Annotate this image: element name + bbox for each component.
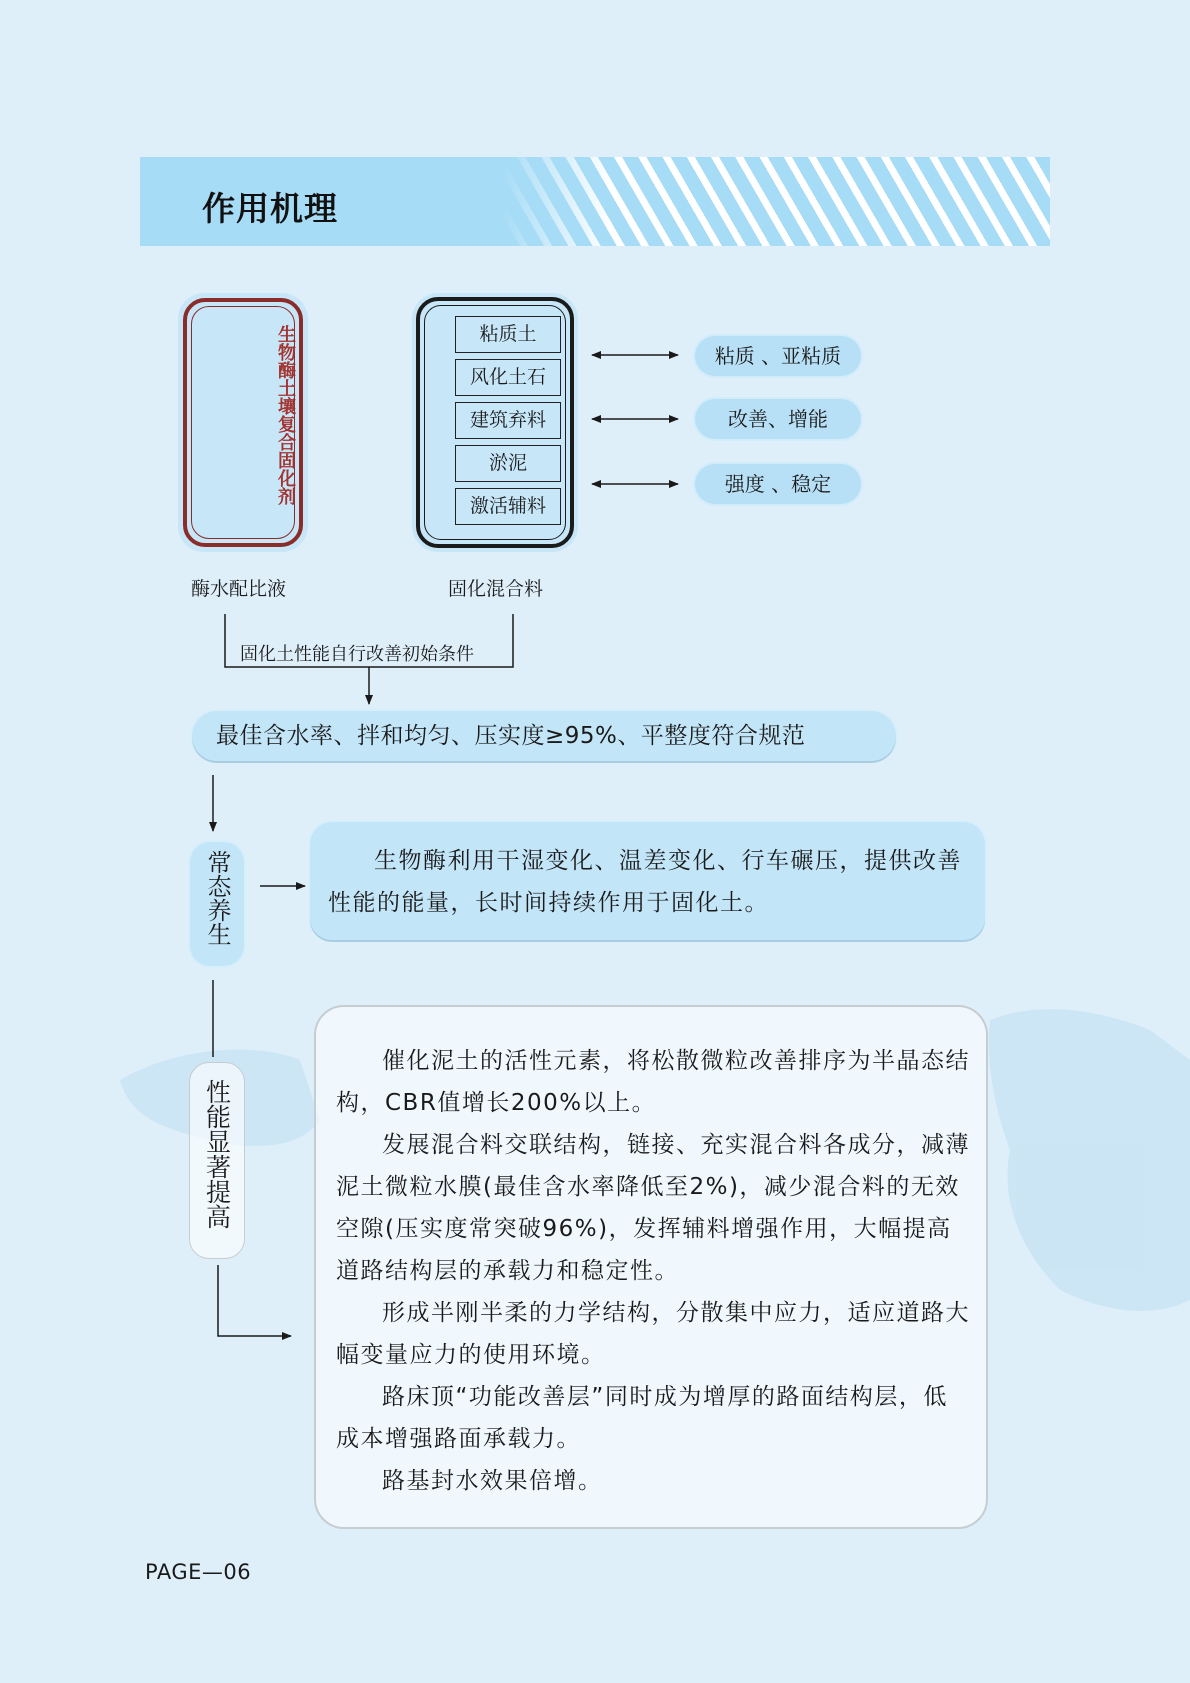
material-item: 建筑弃料 bbox=[455, 402, 561, 439]
performance-stage-label: 性能显著提高 bbox=[202, 1079, 232, 1229]
enzyme-solution-caption: 酶水配比液 bbox=[191, 578, 287, 600]
curing-stage-label: 常态养生 bbox=[203, 850, 231, 946]
conditions-text: 最佳含水率、拌和均匀、压实度≥95%、平整度符合规范 bbox=[216, 723, 806, 749]
curing-description-box bbox=[310, 822, 985, 940]
property-pill: 强度 、稳定 bbox=[695, 464, 861, 504]
performance-description-box bbox=[314, 1005, 988, 1529]
conditions-bar bbox=[192, 711, 896, 761]
curing-description: 生物酶利用干湿变化、温差变化、行车碾压，提供改善性能的能量，长时间持续作用于固化土。 bbox=[328, 848, 962, 916]
material-item: 粘质土 bbox=[455, 316, 561, 353]
performance-paragraph: 发展混合料交联结构，链接、充实混合料各成分，减薄泥土微粒水膜(最佳含水率降低至2%)，减少混合料的无效空隙(压实度常突破96%)，发挥辅料增强作用，大幅提高道路结构层的承载力和稳定性。 bbox=[336, 1132, 970, 1284]
mixture-caption: 固化混合料 bbox=[448, 578, 544, 600]
merge-label: 固化土性能自行改善初始条件 bbox=[240, 644, 474, 665]
enzyme-agent-label: 生物酶土壤复合固化剂 bbox=[275, 325, 296, 505]
arrow-to-performance-box bbox=[218, 1265, 291, 1336]
material-item: 激活辅料 bbox=[455, 488, 561, 525]
property-pill: 改善、增能 bbox=[695, 399, 861, 439]
performance-stage-tag bbox=[189, 1062, 245, 1259]
material-item: 风化土石 bbox=[455, 359, 561, 396]
page-number: PAGE—06 bbox=[145, 1560, 252, 1584]
property-pill: 粘质 、亚粘质 bbox=[695, 336, 861, 376]
performance-paragraph: 路床顶“功能改善层”同时成为增厚的路面结构层，低成本增强路面承载力。 bbox=[336, 1384, 948, 1452]
performance-paragraph: 形成半刚半柔的力学结构，分散集中应力，适应道路大幅变量应力的使用环境。 bbox=[336, 1300, 970, 1368]
material-item: 淤泥 bbox=[455, 445, 561, 482]
performance-paragraph: 路基封水效果倍增。 bbox=[382, 1468, 603, 1494]
curing-stage-tag bbox=[190, 842, 244, 966]
performance-paragraph: 催化泥土的活性元素，将松散微粒改善排序为半晶态结构，CBR值增长200%以上。 bbox=[336, 1048, 970, 1116]
section-title: 作用机理 bbox=[202, 189, 338, 228]
